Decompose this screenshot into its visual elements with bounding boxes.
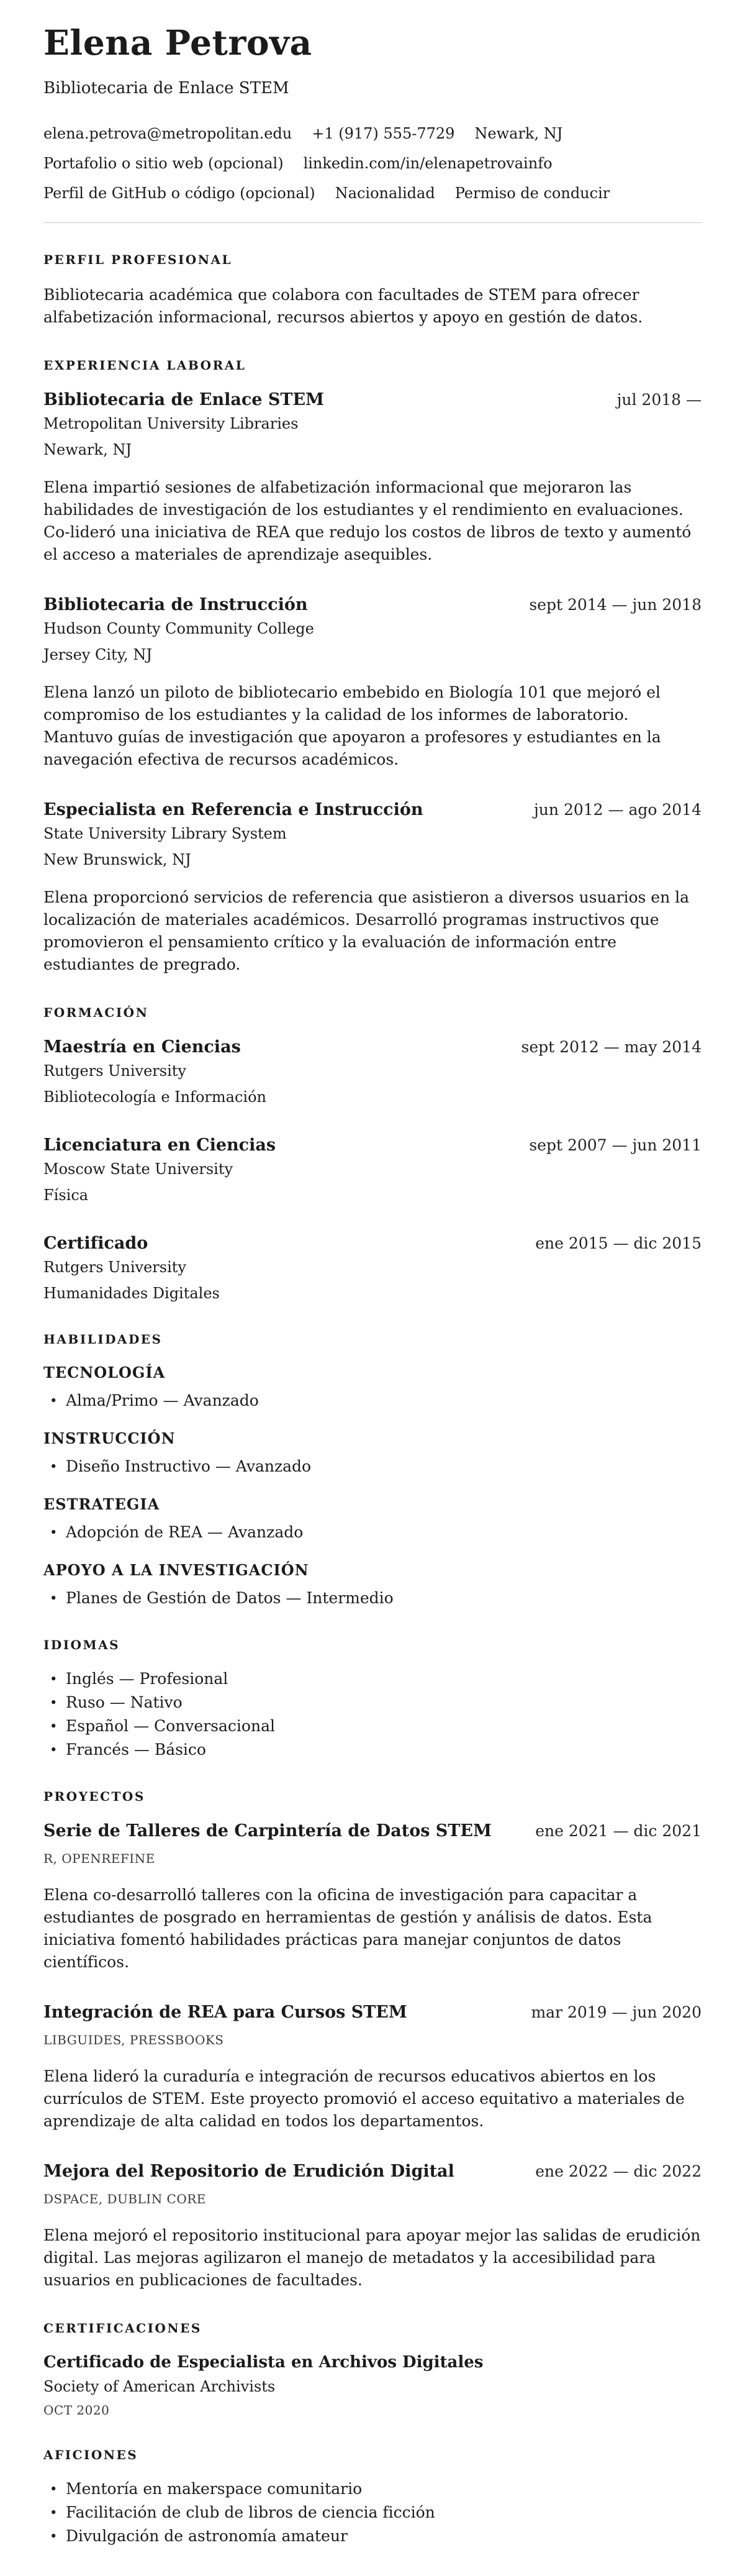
headline: Bibliotecaria de Enlace STEM bbox=[43, 79, 289, 98]
project-dates: ene 2022 — dic 2022 bbox=[535, 2162, 702, 2180]
skill-list bbox=[43, 1522, 702, 1542]
section-title-languages: IDIOMAS bbox=[43, 1637, 120, 1652]
section-skills bbox=[43, 1331, 702, 1608]
project-description: Elena lideró la curaduría e integración de recursos educativos abiertos en los currículos de STEM. Este proyecto promovió el acceso equitativo a materiales de aprendizaje de alta calidad en todos los departamentos. bbox=[43, 2067, 685, 2130]
language-item: • Español — Conversacional bbox=[43, 1716, 702, 1736]
project bbox=[43, 2002, 702, 2132]
degree-field: Física bbox=[43, 1186, 89, 1204]
job-title: Especialista en Referencia e Instrucción bbox=[43, 799, 423, 819]
skill-list bbox=[43, 1391, 702, 1411]
job-header bbox=[43, 594, 702, 616]
contact-github-label: Perfil de GitHub o código (opcional) bbox=[43, 184, 315, 202]
project-description: Elena mejoró el repositorio institucional para apoyar mejor las salidas de erudición digital. Las mejoras agilizaron el manejo de metadatos y la accesibilidad para usuarios en publicaciones de facultades. bbox=[43, 2226, 701, 2289]
contact-row-2 bbox=[43, 154, 702, 173]
section-title-hobbies: AFICIONES bbox=[43, 2447, 138, 2462]
degree-school: Rutgers University bbox=[43, 1062, 186, 1080]
skill-item: • Adopción de REA — Avanzado bbox=[43, 1522, 702, 1542]
section-title-skills: HABILIDADES bbox=[43, 1331, 163, 1347]
job bbox=[43, 594, 702, 771]
project-title: Integración de REA para Cursos STEM bbox=[43, 2002, 407, 2022]
resume-header bbox=[43, 22, 702, 203]
contact-driving-permit-label: Permiso de conducir bbox=[454, 184, 610, 202]
skill-item: • Planes de Gestión de Datos — Intermedio bbox=[43, 1588, 702, 1608]
hobby-list bbox=[43, 2479, 702, 2546]
project-header bbox=[43, 2161, 702, 2182]
job-description: Elena lanzó un piloto de bibliotecario embebido en Biología 101 que mejoró el compromiso de los estudiantes y la calidad de los informes de laboratorio. Mantuvo guías de investigación que apoyaron a profesores y estudiantes en la navegación efectiva de recursos académicos. bbox=[43, 683, 661, 768]
section-languages bbox=[43, 1637, 702, 1760]
degree-dates: ene 2015 — dic 2015 bbox=[535, 1234, 702, 1252]
section-profile bbox=[43, 252, 702, 329]
job-location: Jersey City, NJ bbox=[43, 645, 152, 663]
skill-category bbox=[43, 1495, 702, 1542]
degree-title: Licenciatura en Ciencias bbox=[43, 1135, 276, 1155]
project-title: Mejora del Repositorio de Erudición Digital bbox=[43, 2161, 454, 2181]
profile-summary: Bibliotecaria académica que colabora con facultades de STEM para ofrecer alfabetización informacional, recursos abiertos y apoyo en gestión de datos. bbox=[43, 285, 643, 326]
section-title-education: FORMACIÓN bbox=[43, 1004, 149, 1020]
contact-linkedin: linkedin.com/in/elenapetrovainfo bbox=[303, 154, 553, 172]
degree bbox=[43, 1233, 702, 1303]
job-dates: jun 2012 — ago 2014 bbox=[534, 800, 702, 819]
skill-category-title: INSTRUCCIÓN bbox=[43, 1429, 176, 1447]
job-header bbox=[43, 389, 702, 411]
certification-title: Certificado de Especialista en Archivos Digitales bbox=[43, 2352, 484, 2372]
degree-header bbox=[43, 1135, 702, 1156]
project-tools: R, OPENREFINE bbox=[43, 1850, 155, 1866]
degree-field: Bibliotecología e Información bbox=[43, 1088, 266, 1106]
job-company: Hudson County Community College bbox=[43, 619, 314, 637]
skill-category-title: TECNOLOGÍA bbox=[43, 1363, 166, 1381]
section-experience bbox=[43, 357, 702, 976]
language-list bbox=[43, 1669, 702, 1760]
contact-portfolio-label: Portafolio o sitio web (opcional) bbox=[43, 154, 284, 172]
degree-school: Moscow State University bbox=[43, 1160, 233, 1178]
certification bbox=[43, 2352, 702, 2418]
job-company: Metropolitan University Libraries bbox=[43, 414, 299, 432]
section-education bbox=[43, 1004, 702, 1303]
project-tools: LIBGUIDES, PRESSBOOKS bbox=[43, 2032, 224, 2047]
section-title-projects: PROYECTOS bbox=[43, 1788, 145, 1804]
contact-location: Newark, NJ bbox=[474, 124, 563, 142]
project bbox=[43, 2161, 702, 2292]
job-title: Bibliotecaria de Instrucción bbox=[43, 594, 308, 614]
certification-issuer: Society of American Archivists bbox=[43, 2377, 276, 2395]
section-title-profile: PERFIL PROFESIONAL bbox=[43, 252, 233, 267]
degree-school: Rutgers University bbox=[43, 1258, 186, 1276]
section-title-certifications: CERTIFICACIONES bbox=[43, 2320, 202, 2336]
degree bbox=[43, 1037, 702, 1106]
project-header bbox=[43, 2002, 702, 2023]
language-item: • Francés — Básico bbox=[43, 1740, 702, 1760]
project-tools: DSPACE, DUBLIN CORE bbox=[43, 2191, 206, 2206]
header-divider bbox=[43, 222, 702, 223]
contact-email: elena.petrova@metropolitan.edu bbox=[43, 124, 292, 142]
degree-dates: sept 2012 — may 2014 bbox=[521, 1037, 702, 1056]
section-certifications bbox=[43, 2320, 702, 2418]
project bbox=[43, 1821, 702, 1973]
degree-title: Maestría en Ciencias bbox=[43, 1037, 241, 1057]
skill-category-title: ESTRATEGIA bbox=[43, 1495, 160, 1513]
job-description: Elena impartió sesiones de alfabetización informacional que mejoraron las habilidades de investigación de los estudiantes y el rendimiento en evaluaciones. Co-lideró una iniciativa de REA que redujo los costos de libros de texto y aumentó el acceso a materiales de aprendizaje asequibles. bbox=[43, 478, 692, 563]
job-header bbox=[43, 799, 702, 821]
job-title: Bibliotecaria de Enlace STEM bbox=[43, 389, 324, 409]
degree bbox=[43, 1135, 702, 1204]
degree-dates: sept 2007 — jun 2011 bbox=[529, 1136, 702, 1154]
degree-header bbox=[43, 1037, 702, 1058]
hobby-item: • Facilitación de club de libros de ciencia ficción bbox=[43, 2503, 702, 2523]
contact-row-1 bbox=[43, 124, 702, 143]
hobby-item: • Mentoría en makerspace comunitario bbox=[43, 2479, 702, 2499]
project-header bbox=[43, 1821, 702, 1842]
project-dates: mar 2019 — jun 2020 bbox=[531, 2003, 702, 2021]
certification-date: OCT 2020 bbox=[43, 2402, 110, 2418]
project-description: Elena co-desarrolló talleres con la oficina de investigación para capacitar a estudiantes de posgrado en herramientas de gestión y análisis de datos. Esta iniciativa fomentó habilidades prácticas para manejar conjuntos de datos científicos. bbox=[43, 1885, 652, 1971]
hobby-item: • Divulgación de astronomía amateur bbox=[43, 2526, 702, 2546]
skill-list bbox=[43, 1457, 702, 1477]
skill-list bbox=[43, 1588, 702, 1608]
degree-title: Certificado bbox=[43, 1233, 148, 1253]
contact-nationality-label: Nacionalidad bbox=[335, 184, 435, 202]
job-company: State University Library System bbox=[43, 824, 287, 842]
contact-phone: +1 (917) 555-7729 bbox=[312, 124, 455, 142]
job bbox=[43, 389, 702, 566]
skill-category bbox=[43, 1561, 702, 1608]
degree-field: Humanidades Digitales bbox=[43, 1284, 220, 1302]
job-location: Newark, NJ bbox=[43, 440, 132, 458]
skill-category bbox=[43, 1363, 702, 1411]
project-title: Serie de Talleres de Carpintería de Datos STEM bbox=[43, 1821, 492, 1841]
skill-item: • Diseño Instructivo — Avanzado bbox=[43, 1457, 702, 1477]
job-dates: sept 2014 — jun 2018 bbox=[529, 595, 702, 614]
job-dates: jul 2018 — bbox=[616, 390, 702, 409]
skill-category bbox=[43, 1429, 702, 1477]
person-name: Elena Petrova bbox=[43, 22, 312, 63]
job-description: Elena proporcionó servicios de referencia que asistieron a diversos usuarios en la localización de materiales académicos. Desarrolló programas instructivos que promovieron el pensamiento crítico y la evaluación de información entre estudiantes de pregrado. bbox=[43, 888, 690, 973]
contact-row-3 bbox=[43, 184, 702, 203]
degree-header bbox=[43, 1233, 702, 1254]
section-title-experience: EXPERIENCIA LABORAL bbox=[43, 357, 246, 373]
section-hobbies bbox=[43, 2447, 702, 2546]
job-location: New Brunswick, NJ bbox=[43, 850, 191, 868]
job bbox=[43, 799, 702, 976]
language-item: • Inglés — Profesional bbox=[43, 1669, 702, 1689]
skill-category-title: APOYO A LA INVESTIGACIÓN bbox=[43, 1560, 309, 1579]
skill-item: • Alma/Primo — Avanzado bbox=[43, 1391, 702, 1411]
language-item: • Ruso — Nativo bbox=[43, 1693, 702, 1713]
project-dates: ene 2021 — dic 2021 bbox=[535, 1821, 702, 1840]
section-projects bbox=[43, 1788, 702, 2292]
